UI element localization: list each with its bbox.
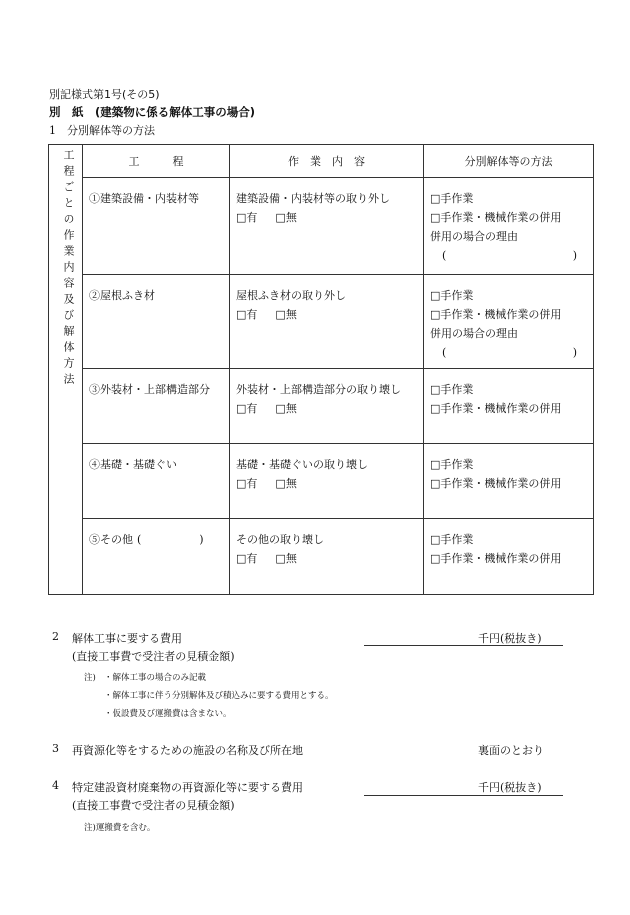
section2-note-prefix: 注)	[84, 673, 96, 683]
table-row	[49, 178, 594, 275]
table-row	[49, 519, 594, 595]
manual-checkbox[interactable]	[430, 533, 440, 546]
no-checkbox[interactable]	[275, 552, 285, 565]
yes-checkbox[interactable]	[236, 308, 246, 321]
table-row	[49, 275, 594, 369]
form-number: 別記様式第1号(その5)	[49, 88, 160, 101]
combined-checkbox[interactable]	[430, 477, 440, 490]
work-cell: その他の取り壊し □ 有□ 無	[230, 519, 424, 595]
section3-value: 裏面のとおり	[478, 744, 544, 757]
process-cell: ②屋根ふき材	[83, 275, 230, 369]
method-cell: □ 手作業 □ 手作業・機械作業の併用	[424, 369, 594, 444]
section2-label: 解体工事に要する費用	[72, 632, 182, 645]
table-row	[49, 444, 594, 519]
yes-checkbox[interactable]	[236, 402, 246, 415]
side-label: 工程ごとの作業内容及び解体方法	[49, 145, 83, 595]
section2-note-2: ・解体工事に伴う分別解体及び積込みに要する費用とする。	[104, 691, 334, 701]
work-cell: 建築設備・内装材等の取り外し □ 有□ 無	[230, 178, 424, 275]
section1-heading: 1 分別解体等の方法	[49, 124, 155, 137]
section4-amount-line[interactable]	[364, 795, 563, 796]
process-cell: ④基礎・基礎ぐい	[83, 444, 230, 519]
no-checkbox[interactable]	[275, 308, 285, 321]
no-checkbox[interactable]	[275, 477, 285, 490]
combined-checkbox[interactable]	[430, 402, 440, 415]
form-title: 別 紙 (建築物に係る解体工事の場合)	[49, 105, 256, 119]
work-cell: 屋根ふき材の取り外し □ 有□ 無	[230, 275, 424, 369]
section3-label: 再資源化等をするための施設の名称及び所在地	[72, 744, 303, 757]
manual-checkbox[interactable]	[430, 192, 440, 205]
section2-subtitle: (直接工事費で受注者の見積金額)	[72, 650, 235, 663]
section3-number: 3	[52, 742, 59, 755]
manual-checkbox[interactable]	[430, 383, 440, 396]
method-cell: □ 手作業 □ 手作業・機械作業の併用	[424, 519, 594, 595]
reason-field[interactable]: ( )	[442, 346, 577, 359]
process-cell: ③外装材・上部構造部分	[83, 369, 230, 444]
yes-checkbox[interactable]	[236, 477, 246, 490]
method-cell: □ 手作業 □ 手作業・機械作業の併用	[424, 444, 594, 519]
no-checkbox[interactable]	[275, 402, 285, 415]
section2-amount-line[interactable]	[364, 645, 563, 646]
combined-checkbox[interactable]	[430, 211, 440, 224]
section4-subtitle: (直接工事費で受注者の見積金額)	[72, 799, 235, 812]
work-cell: 基礎・基礎ぐいの取り壊し □ 有□ 無	[230, 444, 424, 519]
section4-unit: 千円(税抜き)	[478, 781, 542, 794]
manual-checkbox[interactable]	[430, 458, 440, 471]
combined-checkbox[interactable]	[430, 552, 440, 565]
no-checkbox[interactable]	[275, 211, 285, 224]
header-method: 分別解体等の方法	[424, 145, 594, 178]
manual-checkbox[interactable]	[430, 289, 440, 302]
reason-field[interactable]: ( )	[442, 249, 577, 262]
process-cell: ⑤その他 ( )	[83, 519, 230, 595]
section2-note-3: ・仮設費及び運搬費は含まない。	[104, 709, 232, 719]
section4-label: 特定建設資材廃棄物の再資源化等に要する費用	[72, 781, 303, 794]
table-row	[49, 369, 594, 444]
demolition-method-table	[48, 144, 594, 595]
section2-unit: 千円(税抜き)	[478, 632, 542, 645]
method-cell: □ 手作業 □ 手作業・機械作業の併用 併用の場合の理由 ( )	[424, 178, 594, 275]
section2-note-1: ・解体工事の場合のみ記載	[104, 673, 207, 683]
work-cell: 外装材・上部構造部分の取り壊し □ 有□ 無	[230, 369, 424, 444]
combined-checkbox[interactable]	[430, 308, 440, 321]
header-process: 工 程	[83, 145, 230, 178]
method-cell: □ 手作業 □ 手作業・機械作業の併用 併用の場合の理由 ( )	[424, 275, 594, 369]
section2-number: 2	[52, 630, 59, 643]
section4-note: 注)運搬費を含む。	[84, 823, 156, 833]
yes-checkbox[interactable]	[236, 552, 246, 565]
section4-number: 4	[52, 779, 59, 792]
header-work: 作 業 内 容	[230, 145, 424, 178]
yes-checkbox[interactable]	[236, 211, 246, 224]
process-cell: ①建築設備・内装材等	[83, 178, 230, 275]
